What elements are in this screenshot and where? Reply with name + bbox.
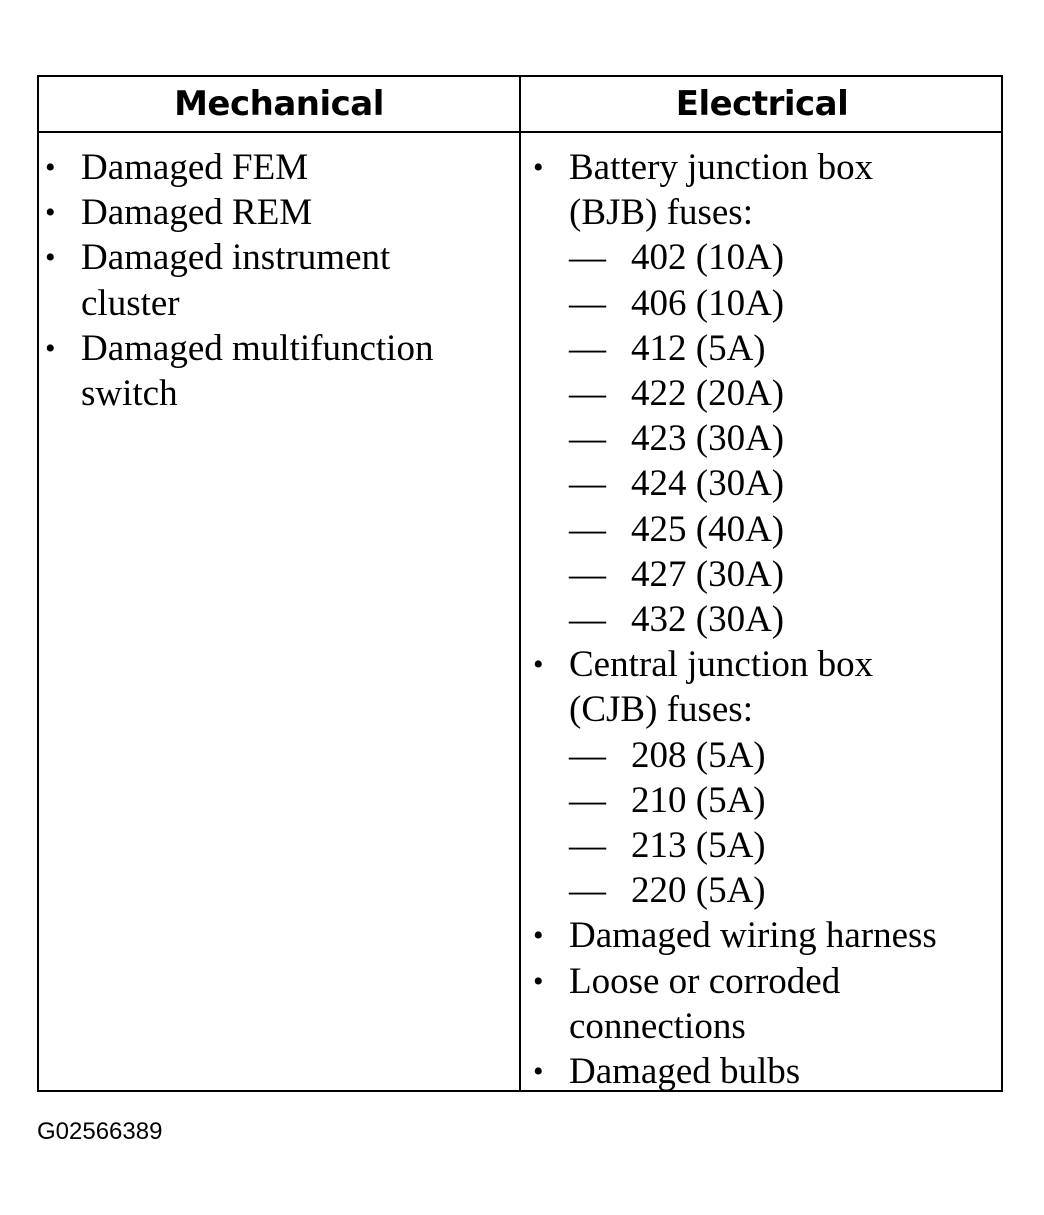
list-item-cjb: [533, 642, 909, 732]
list-item-text: Damaged wiring harness: [569, 915, 937, 957]
dash-icon: —: [569, 870, 606, 912]
fuse-item: [569, 235, 1003, 280]
electrical-header: Electrical: [675, 84, 849, 124]
fuse-text: 412 (5A): [631, 327, 766, 369]
fuse-text: 402 (10A): [631, 237, 785, 279]
mechanical-header: Mechanical: [174, 84, 384, 124]
bullet-icon: •: [533, 648, 544, 682]
fuse-item: [569, 733, 1003, 778]
list-item-text: Loose or corroded connections: [569, 960, 841, 1047]
bullet-icon: •: [533, 919, 544, 953]
fuse-text: 210 (5A): [631, 779, 766, 821]
list-item-bjb: [533, 145, 909, 235]
fuse-text: 423 (30A): [631, 418, 785, 460]
dash-icon: —: [569, 825, 606, 867]
list-item-text: Battery junction box (BJB) fuses:: [569, 147, 874, 234]
bullet-icon: •: [533, 964, 544, 998]
fuse-item: [569, 461, 1003, 506]
mechanical-column: [45, 145, 513, 416]
bjb-fuse-list: [533, 235, 1003, 642]
fuse-item: [569, 281, 1003, 326]
fuse-item: [569, 552, 1003, 597]
fuse-item: [569, 597, 1003, 642]
list-item: [533, 959, 909, 1049]
diagnosis-table: [37, 75, 1003, 1092]
fuse-item: [569, 778, 1003, 823]
list-item-text: Damaged multifunction switch: [81, 327, 434, 415]
list-item-text: Central junction box (CJB) fuses:: [569, 644, 874, 731]
list-item-text: Damaged bulbs: [569, 1051, 801, 1093]
bullet-icon: •: [533, 1055, 544, 1089]
list-item: [45, 326, 511, 416]
fuse-text: 427 (30A): [631, 553, 785, 595]
dash-icon: —: [569, 779, 606, 821]
dash-icon: —: [569, 734, 606, 776]
dash-icon: —: [569, 418, 606, 460]
list-item: [45, 190, 513, 235]
electrical-column: [533, 145, 1003, 1094]
fuse-text: 422 (20A): [631, 373, 785, 415]
fuse-item: [569, 416, 1003, 461]
dash-icon: —: [569, 373, 606, 415]
cjb-fuse-list: [533, 733, 1003, 914]
fuse-item: [569, 868, 1003, 913]
list-item-text: Damaged FEM: [81, 147, 309, 188]
list-item-text: Damaged REM: [81, 192, 313, 234]
fuse-item: [569, 507, 1003, 552]
fuse-text: 424 (30A): [631, 463, 785, 505]
bullet-icon: •: [45, 196, 56, 230]
dash-icon: —: [569, 282, 606, 324]
dash-icon: —: [569, 508, 606, 550]
fuse-text: 425 (40A): [631, 508, 785, 550]
dash-icon: —: [569, 327, 606, 369]
fuse-text: 208 (5A): [631, 734, 766, 776]
dash-icon: —: [569, 463, 606, 505]
fuse-item: [569, 371, 1003, 416]
list-item-text: Damaged instrument cluster: [81, 237, 391, 324]
list-item: [533, 913, 1003, 958]
fuse-text: 432 (30A): [631, 599, 785, 641]
list-item: [45, 235, 461, 325]
figure-id: G02566389: [37, 1118, 163, 1145]
list-item: [45, 145, 513, 190]
fuse-text: 213 (5A): [631, 825, 766, 867]
dash-icon: —: [569, 237, 606, 279]
column-divider: [519, 77, 521, 1090]
bullet-icon: •: [45, 151, 56, 184]
fuse-text: 406 (10A): [631, 282, 785, 324]
fuse-item: [569, 823, 1003, 868]
bullet-icon: •: [45, 241, 56, 275]
bullet-icon: •: [533, 151, 544, 184]
list-item: [533, 1049, 1003, 1094]
dash-icon: —: [569, 599, 606, 641]
dash-icon: —: [569, 553, 606, 595]
fuse-text: 220 (5A): [631, 870, 766, 912]
bullet-icon: •: [45, 331, 56, 365]
fuse-item: [569, 326, 1003, 371]
header-divider: [39, 131, 1001, 133]
